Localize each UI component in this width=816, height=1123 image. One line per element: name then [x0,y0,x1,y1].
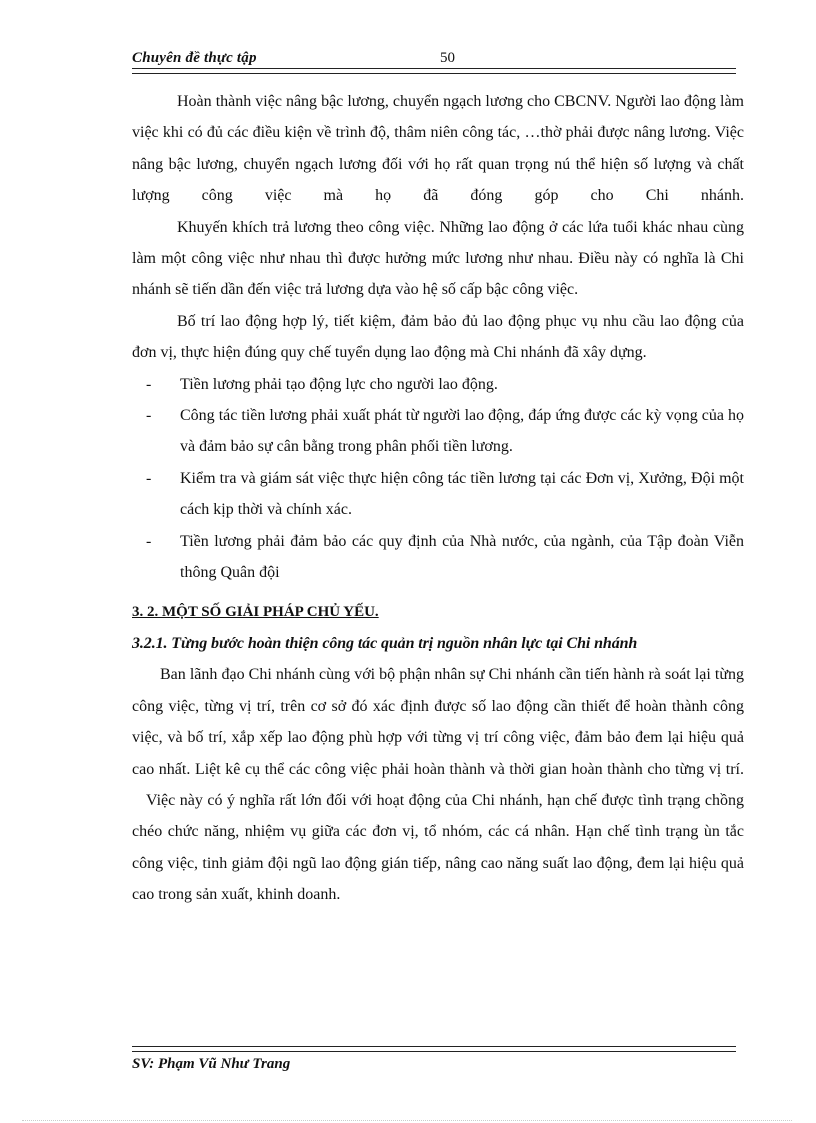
paragraph-pay-by-job: Khuyến khích trả lương theo công việc. Những lao động ở các lứa tuổi khác nhau cùng làm một công việc như nhau thì được hưởng mức lương như nhau. Điều này có nghĩa là Chi nhánh sẽ tiến dần đến việc trả lương dựa vào hệ số cấp bậc công việc. [132,218,744,299]
list-item [132,463,744,526]
page-header [132,50,736,70]
footer-rule [132,1046,736,1052]
paragraph-labor-allocation: Bố trí lao động hợp lý, tiết kiệm, đảm bảo đủ lao động phục vụ nhu cầu lao động của đơn vị, thực hiện đúng quy chế tuyển dụng lao động mà Chi nhánh đã xây dựng. [132,312,744,362]
page-bottom-border [22,1120,792,1121]
bullet-marker: - [146,532,152,550]
list-item [132,526,744,589]
footer-student-name: SV: Phạm Vũ Như Trang [132,1056,291,1072]
document-body [132,86,744,911]
paragraph-significance: Việc này có ý nghĩa rất lớn đối với hoạt động của Chi nhánh, hạn chế được tình trạng chồng chéo chức năng, nhiệm vụ giữa các đơn vị, tổ nhóm, các cá nhân. Hạn chế tình trạng ùn tắc công việc, tinh giảm đội ngũ lao động gián tiếp, nâng cao năng suất lao động, đem lại hiệu quả cao trong sản xuất, khinh doanh. [132,791,744,904]
section-heading: 3. 2. MỘT SỐ GIẢI PHÁP CHỦ YẾU. [132,603,379,620]
header-title: Chuyên đề thực tập [132,50,257,66]
header-rule [132,68,736,74]
list-item-text: Tiền lương phải đảm bảo các quy định của Nhà nước, của ngành, của Tập đoàn Viễn thông Quân đội [180,532,744,582]
list-item-text: Tiền lương phải tạo động lực cho người lao động. [180,375,498,393]
list-item [132,369,744,400]
subsection-heading: 3.2.1. Từng bước hoàn thiện công tác quản trị nguồn nhân lực tại Chi nhánh [132,634,638,652]
list-item [132,400,744,463]
paragraph-leadership-review: Ban lãnh đạo Chi nhánh cùng với bộ phận nhân sự Chi nhánh cần tiến hành rà soát lại từng công việc, từng vị trí, trên cơ sở đó xác định được số lao động cần thiết để hoàn thành công việc, và bố trí, xắp xếp lao động phù hợp với từng vị trí công việc, đảm bảo đem lại hiệu quả cao nhất. Liệt kê cụ thể các công việc phải hoàn thành và thời gian hoàn thành cho từng vị trí. [132,666,744,778]
page-number: 50 [440,50,455,66]
list-item-text: Công tác tiền lương phải xuất phát từ người lao động, đáp ứng được các kỳ vọng của họ và đảm bảo sự cân bằng trong phân phối tiền lương. [180,407,744,456]
paragraph-salary-promotion: Hoàn thành việc nâng bậc lương, chuyển ngạch lương cho CBCNV. Người lao động làm việc khi có đủ các điều kiện về trình độ, thâm niên công tác, …thờ phải được nâng lương. Việc nâng bậc lương, chuyển ngạch lương đối với họ rất quan trọng nú thể hiện số lượng và chất lượng công việc mà họ đã đóng góp cho Chi nhánh. [132,93,744,205]
bullet-marker: - [146,469,152,487]
bullet-marker: - [146,375,152,393]
list-item-text: Kiểm tra và giám sát việc thực hiện công tác tiền lương tại các Đơn vị, Xưởng, Đội một cách kịp thời và chính xác. [180,469,744,519]
bullet-marker: - [146,407,152,425]
